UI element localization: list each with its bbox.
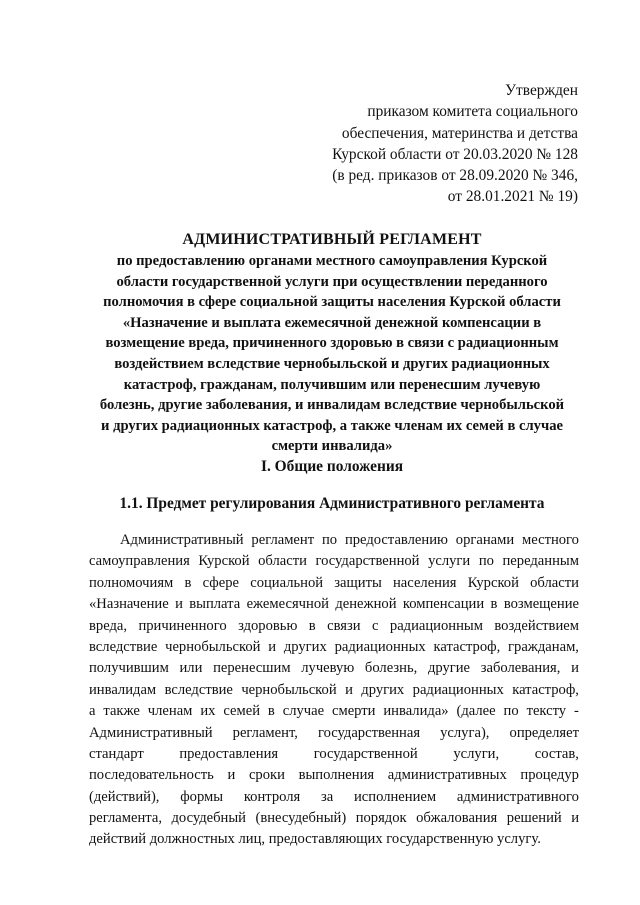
body-word: и <box>175 596 183 613</box>
body-word: или <box>179 660 203 677</box>
body-word: также <box>103 703 140 720</box>
body-word: и <box>227 767 236 784</box>
body-word: семей <box>223 703 260 720</box>
body-word: государственная <box>317 724 421 741</box>
body-word: (внесудебный) <box>255 810 347 827</box>
document-subtitle <box>84 251 580 457</box>
body-word: и <box>571 660 579 677</box>
body-word: воздействием <box>494 617 579 634</box>
body-word: досудебный <box>171 810 246 827</box>
body-word: услуга), <box>440 724 490 741</box>
body-word: тексту <box>526 703 567 720</box>
body-word: регламент <box>251 532 315 548</box>
body-line <box>89 765 579 786</box>
body-line <box>89 723 579 744</box>
body-line <box>89 701 579 722</box>
body-word: инвалидам <box>89 681 157 698</box>
body-word: в <box>267 703 275 720</box>
body-word: сфере <box>202 574 239 591</box>
approval-line: Курской области от 20.03.2020 № 128 <box>332 145 578 163</box>
body-word: вследствие <box>89 638 158 655</box>
body-word: административных <box>387 767 507 784</box>
body-word: процедур <box>520 767 579 784</box>
body-word: «Назначение <box>89 596 169 613</box>
body-word: определяет <box>509 724 579 741</box>
body-line <box>89 594 579 615</box>
body-word: административного <box>456 788 579 805</box>
body-word: радиационных <box>334 638 426 655</box>
body-word: причиненного <box>138 617 227 634</box>
body-word: за <box>321 788 334 805</box>
body-word: чернобыльской <box>241 681 337 698</box>
section-heading-subject: 1.1. Предмет регулирования Административного регламента <box>119 495 545 512</box>
body-word: членам <box>147 703 193 720</box>
body-word: вследствие <box>164 681 233 698</box>
subtitle-line: области государственной услуги при осуществлении переданного <box>116 273 548 290</box>
body-word: Административный <box>89 724 213 741</box>
body-word: катастроф, <box>433 638 501 655</box>
body-line <box>89 829 579 850</box>
body-word: защиты <box>334 574 382 591</box>
body-word: здоровью <box>238 617 298 634</box>
body-word: смерти <box>331 703 376 720</box>
body-word: исполнением <box>354 788 437 805</box>
body-word: других <box>361 681 405 698</box>
subtitle-line: по предоставлению органами местного самоуправления Курской <box>116 253 548 269</box>
body-word: Административный <box>120 532 244 548</box>
body-line <box>89 787 579 808</box>
body-word: болезнь, <box>364 660 418 677</box>
body-word: сроки <box>248 767 285 784</box>
body-word: переданным <box>502 553 579 570</box>
body-word: услуги, <box>453 745 500 762</box>
body-word: а <box>89 703 96 720</box>
body-line <box>89 658 579 679</box>
body-word: инвалида» <box>383 703 449 720</box>
body-word: и <box>268 638 277 655</box>
body-word: связи <box>327 617 361 634</box>
body-word: денежной <box>335 596 397 613</box>
approval-line: от 28.01.2021 № 19) <box>447 188 578 206</box>
body-word: по <box>478 553 494 570</box>
body-word: предоставлению <box>344 532 448 548</box>
approval-line: обеспечения, материнства и детства <box>341 124 578 142</box>
body-word: регламент, <box>232 724 298 741</box>
body-word: в <box>184 574 192 591</box>
subtitle-line: возмещение вреда, причиненного здоровью в связи с радиационным <box>105 335 559 352</box>
body-word: случае <box>282 703 325 720</box>
body-word: регламента, <box>89 810 162 827</box>
body-line <box>89 530 579 551</box>
body-word: (далее <box>456 703 496 720</box>
body-word: вреда, <box>89 617 128 634</box>
approval-line: приказом комитета социального <box>367 103 578 121</box>
body-word: последовательность <box>89 767 214 784</box>
body-word: предоставления <box>179 745 279 762</box>
body-word: выполнения <box>298 767 375 784</box>
subtitle-line: болезнь, другие заболевания, и инвалидам вследствие чернобыльской <box>99 397 565 414</box>
body-word: Курской <box>198 553 250 570</box>
body-word: других <box>283 638 327 655</box>
body-word: области <box>258 553 307 570</box>
body-word: получившим <box>89 660 169 677</box>
body-word: лучевую <box>301 660 355 677</box>
body-line <box>89 808 579 829</box>
subtitle-line: и других радиационных катастроф, а также членам их семей в случае <box>101 417 563 434</box>
body-word: гражданам, <box>508 638 579 655</box>
body-word: с <box>371 617 379 634</box>
approval-line: Утвержден <box>505 82 578 99</box>
body-word: в <box>308 617 316 634</box>
body-word: действий должностных лиц, предоставляющих государственную услугу. <box>89 831 541 848</box>
body-word: - <box>574 703 579 720</box>
body-word: заболевания, <box>480 660 561 677</box>
body-paragraph <box>89 530 579 851</box>
subtitle-line: воздействием вследствие чернобыльской и других радиационных <box>114 355 550 372</box>
subtitle-line: полномочия в сфере социальной защиты населения Курской области <box>103 294 561 311</box>
body-word: по <box>321 532 338 548</box>
body-word: ежемесячной <box>246 596 329 613</box>
body-word: (действий), <box>89 788 160 805</box>
approval-line: (в ред. приказов от 28.09.2020 № 346, <box>332 167 578 185</box>
body-word: чернобыльской <box>165 638 261 655</box>
body-word: радиационным <box>389 617 483 634</box>
body-line <box>89 637 579 658</box>
body-word: их <box>200 703 216 720</box>
body-word: области <box>530 574 579 591</box>
body-word: государственной <box>315 553 420 570</box>
body-word: решений <box>506 810 562 827</box>
body-word: в <box>490 596 498 613</box>
body-word: органами <box>455 532 515 548</box>
body-word: возмещение <box>503 596 579 613</box>
body-line <box>89 616 579 637</box>
subtitle-line: катастроф, гражданам, получившим или перенесшим лучевую <box>123 376 541 393</box>
body-word: компенсации <box>402 596 485 613</box>
document-title-block <box>84 229 580 457</box>
body-word: и <box>571 810 579 827</box>
body-word: государственной <box>313 745 418 762</box>
body-word: и <box>345 681 353 698</box>
body-word: контроля <box>243 788 301 805</box>
body-word: населения <box>393 574 457 591</box>
section-heading-general: I. Общие положения <box>260 458 404 475</box>
body-word: местного <box>522 532 579 548</box>
body-word: самоуправления <box>89 553 190 570</box>
body-word: услуги <box>428 553 471 570</box>
body-word: перенесшим <box>213 660 291 677</box>
body-line <box>89 744 579 765</box>
body-word: социальной <box>250 574 324 591</box>
body-word: другие <box>427 660 471 677</box>
document-title: АДМИНИСТРАТИВНЫЙ РЕГЛАМЕНТ <box>182 231 482 248</box>
body-word: формы <box>180 788 224 805</box>
body-word: выплата <box>189 596 241 613</box>
body-word: обжалования <box>416 810 498 827</box>
body-word: катастроф, <box>512 681 579 698</box>
subtitle-line: «Назначение и выплата ежемесячной денежной компенсации в <box>122 314 542 331</box>
body-line <box>89 551 579 572</box>
body-line <box>89 680 579 701</box>
approval-stamp <box>278 80 578 208</box>
body-word: стандарт <box>89 745 144 762</box>
body-word: радиационных <box>412 681 504 698</box>
body-word: по <box>503 703 519 720</box>
body-word: порядок <box>355 810 407 827</box>
body-line <box>89 573 579 594</box>
subtitle-line: смерти инвалида» <box>271 438 393 455</box>
body-word: состав, <box>534 745 579 762</box>
body-word: Курской <box>467 574 519 591</box>
body-word: полномочиям <box>89 574 174 591</box>
